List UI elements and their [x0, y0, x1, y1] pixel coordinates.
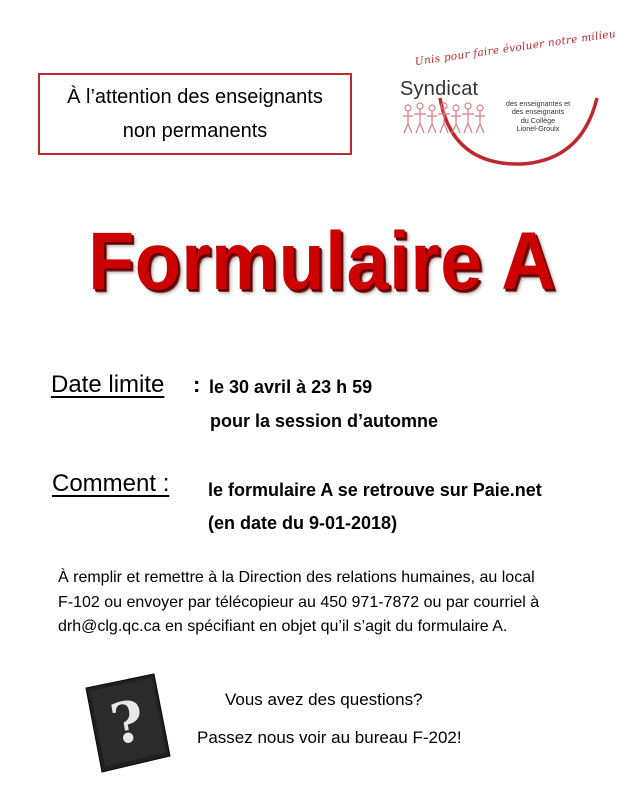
logo-slogan: Unis pour faire évoluer notre milieu: [414, 27, 617, 69]
svg-text:?: ?: [105, 687, 150, 759]
logo-subtitle: [486, 100, 590, 133]
question-mark-chalkboard-icon: [82, 672, 174, 774]
instructions-line-2: F-102 ou envoyer par télécopieur au 450 971-7872 ou par courriel à: [58, 593, 540, 611]
date-limit-line-2: pour la session d’automne: [210, 411, 439, 431]
attention-box: [38, 73, 352, 155]
questions-line-1: Vous avez des questions?: [225, 690, 423, 709]
date-limit-colon: :: [193, 372, 201, 397]
logo-people: [403, 103, 485, 133]
date-limit-label: Date limite: [51, 371, 165, 398]
comment-line-2: (en date du 9-01-2018): [208, 513, 398, 533]
attention-line-2: non permanents: [122, 120, 268, 142]
logo-subtitle-line: du Collège: [520, 115, 556, 125]
instructions-line-3: drh@clg.qc.ca en spécifiant en objet qu’il s’agit du formulaire A.: [58, 618, 508, 635]
comment-line-1: le formulaire A se retrouve sur Paie.net: [208, 480, 542, 500]
syndicat-logo: [392, 27, 617, 174]
instructions-paragraph: [58, 566, 598, 640]
logo-subtitle-line: Lionel-Groulx: [516, 123, 560, 133]
logo-subtitle-line: des enseignantes et: [505, 99, 571, 108]
comment-label: Comment :: [52, 470, 170, 497]
logo-subtitle-line: des enseignants: [511, 107, 565, 117]
page-title: Formulaire A: [88, 216, 557, 307]
questions-line-2: Passez nous voir au bureau F-202!: [197, 728, 462, 747]
instructions-line-1: À remplir et remettre à la Direction des relations humaines, au local: [58, 569, 535, 586]
logo-name: Syndicat: [400, 78, 479, 100]
attention-line-1: À l’attention des enseignants: [67, 86, 323, 108]
date-limit-line-1: le 30 avril à 23 h 59: [209, 377, 373, 397]
